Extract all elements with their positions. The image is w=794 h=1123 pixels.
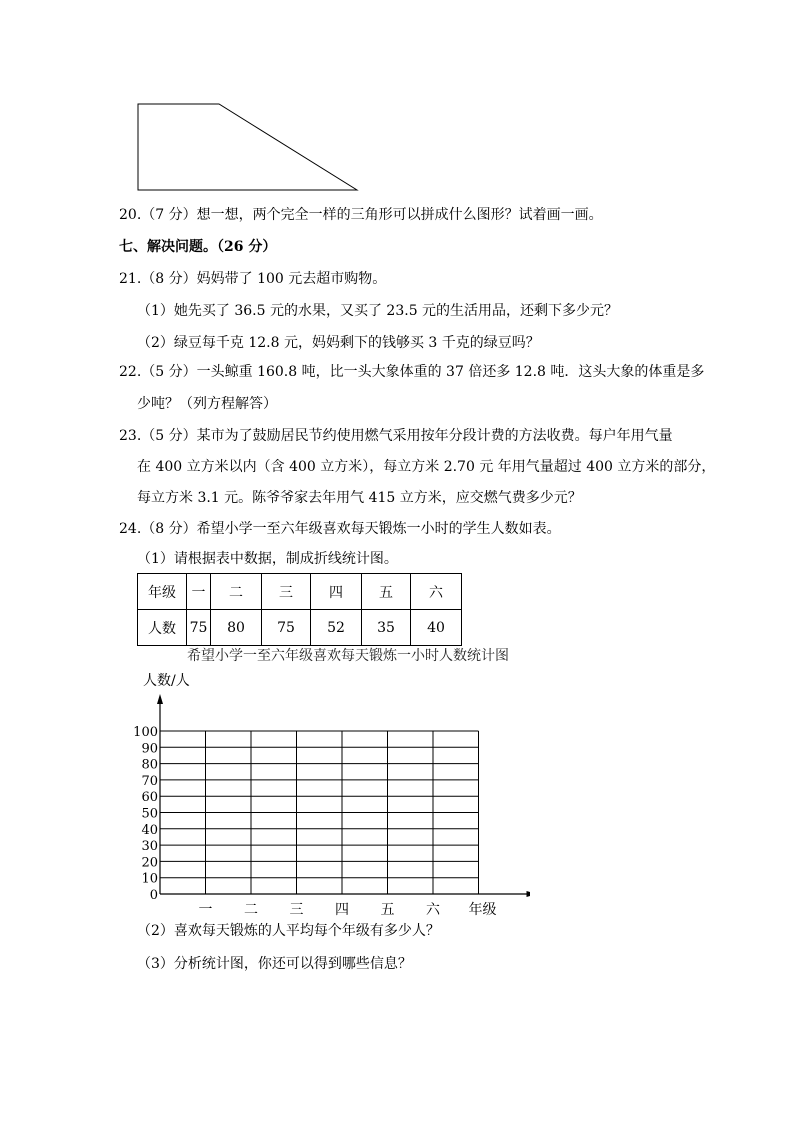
chart-title: 希望小学一至六年级喜欢每天锻炼一小时人数统计图 (187, 648, 509, 664)
x-axis-arrow (527, 891, 531, 897)
data-table (137, 573, 462, 646)
table-cell: 人数 (138, 610, 187, 646)
table-cell: 二 (211, 574, 262, 610)
y-tick-label: 90 (141, 741, 158, 757)
section-title-7: 七、解决问题。（26 分） (119, 239, 277, 255)
table-row-values (138, 610, 462, 646)
table-cell: 一 (187, 574, 211, 610)
y-tick-label: 50 (141, 806, 158, 822)
question-23-line-3: 每立方米 3.1 元。陈爷爷家去年用气 415 立方米，应交燃气费多少元？ (137, 490, 582, 506)
x-tick-label: 四 (335, 902, 349, 918)
x-tick-label: 一 (198, 902, 213, 918)
line-chart-grid[interactable] (130, 688, 530, 918)
y-tick-label: 30 (141, 839, 158, 855)
question-20: 20.（7 分）想一想，两个完全一样的三角形可以拼成什么图形？试着画一画。 (119, 207, 603, 223)
table-cell: 52 (311, 610, 362, 646)
table-cell: 六 (411, 574, 462, 610)
question-21-part-1: （1）她先买了 36.5 元的水果，又买了 23.5 元的生活用品，还剩下多少元？ (137, 303, 619, 319)
chart-y-axis-label: 人数/人 (143, 673, 190, 689)
y-tick-label: 0 (149, 888, 158, 903)
question-22-line-2: 少吨？（列方程解答） (137, 396, 277, 412)
question-23-line-2: 在 400 立方米以内（含 400 立方米），每立方米 2.70 元 年用气量超过 400 立方米的部分， (137, 459, 716, 475)
y-tick-label: 10 (141, 871, 158, 887)
table-cell: 75 (187, 610, 211, 646)
x-axis-label: 年级 (468, 902, 497, 918)
y-tick-label: 100 (133, 725, 158, 740)
table-cell: 四 (311, 574, 362, 610)
y-tick-label: 20 (141, 855, 158, 871)
question-24-part-3: （3）分析统计图，你还可以得到哪些信息？ (137, 956, 412, 972)
x-tick-label: 五 (380, 902, 395, 918)
table-cell: 三 (262, 574, 311, 610)
y-tick-label: 70 (141, 773, 158, 789)
y-axis-arrow (157, 694, 163, 704)
question-24-part-1: （1）请根据表中数据，制成折线统计图。 (137, 551, 398, 567)
question-24-part-2: （2）喜欢每天锻炼的人平均每个年级有多少人？ (137, 923, 440, 939)
table-cell: 80 (211, 610, 262, 646)
question-21-part-2: （2）绿豆每千克 12.8 元，妈妈剩下的钱够买 3 千克的绿豆吗？ (137, 335, 540, 351)
table-row-header (138, 574, 462, 610)
table-cell: 35 (362, 610, 411, 646)
table-cell: 五 (362, 574, 411, 610)
question-24: 24.（8 分）希望小学一至六年级喜欢每天锻炼一小时的学生人数如表。 (119, 521, 561, 537)
trapezoid-shape (138, 104, 357, 190)
question-23-line-1: 23.（5 分）某市为了鼓励居民节约使用燃气采用按年分段计费的方法收费。每户年用气量 (119, 428, 673, 444)
y-tick-label: 80 (141, 757, 158, 773)
question-22-line-1: 22.（5 分）一头鲸重 160.8 吨，比一头大象体重的 37 倍还多 12.8 吨．这头大象的体重是多 (119, 364, 705, 380)
table-cell: 75 (262, 610, 311, 646)
y-tick-label: 60 (141, 790, 158, 806)
x-tick-label: 六 (426, 902, 440, 918)
question-21: 21.（8 分）妈妈带了 100 元去超市购物。 (119, 271, 387, 287)
trapezoid-figure (130, 96, 370, 196)
x-tick-label: 三 (289, 902, 304, 918)
x-tick-label: 二 (244, 902, 258, 918)
table-cell: 40 (411, 610, 462, 646)
table-cell: 年级 (138, 574, 187, 610)
y-tick-label: 40 (141, 822, 158, 838)
